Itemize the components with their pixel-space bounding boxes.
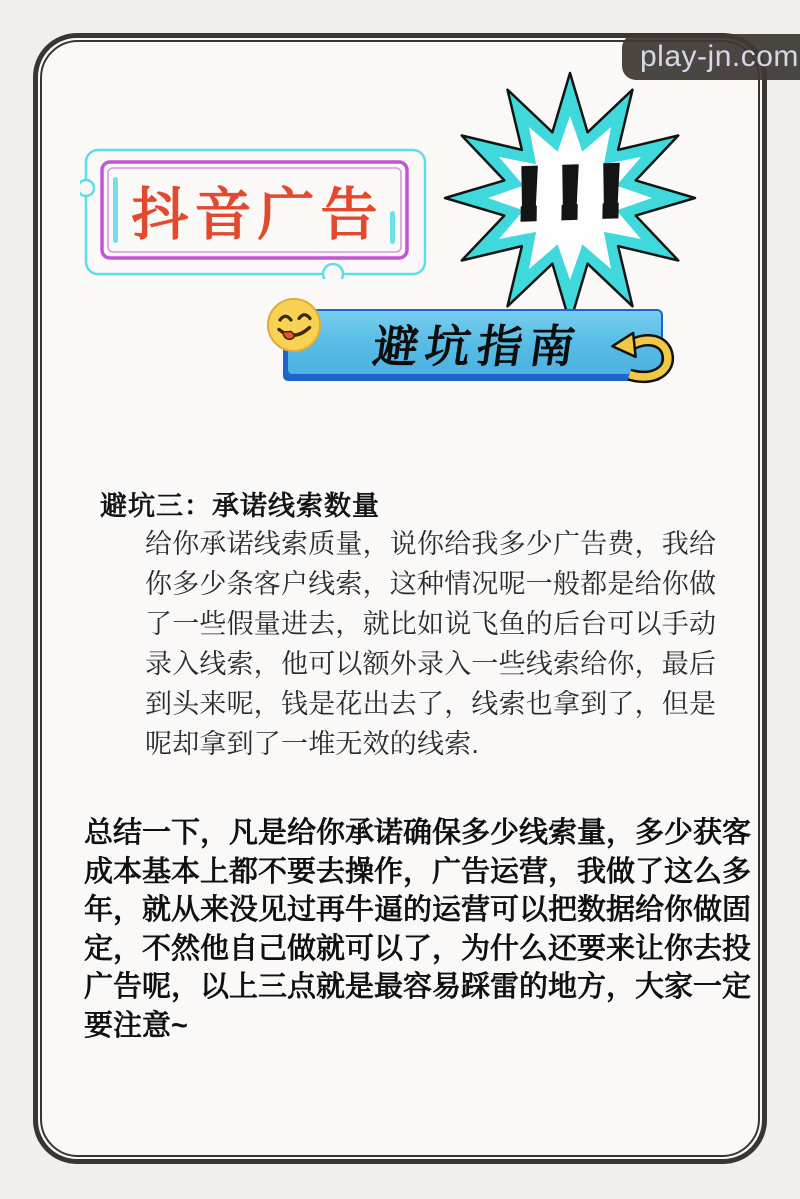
summary-text: 总结一下，凡是给你承诺确保多少线索量，多少获客成本基本上都不要去操作，广告运营，我做了这么多年，就从来没见过再牛逼的运营可以把数据给你做固定，不然他自己做就可以了，为什么还要来让你去投广告呢，以上三点就是最容易踩雷的地方，大家一定要注意~ [84, 817, 752, 1042]
guide-banner [286, 309, 663, 376]
curved-arrow-icon [607, 326, 681, 395]
tongue-out-emoji-icon [265, 296, 323, 354]
tip-heading: 避坑三：承诺线索数量 [100, 491, 380, 521]
title-badge: 抖音广告 [131, 183, 384, 247]
alert-burst [440, 68, 700, 328]
tip-body: 给你承诺线索质量，说你给我多少广告费，我给你多少条客户线索，这种情况呢一般都是给你做了一些假量进去，就比如说飞鱼的后台可以手动录入线索，他可以额外录入一些线索给你，最后到头来呢，钱是花出去了，线索也拿到了，但是呢却拿到了一堆无效的线索. [145, 529, 717, 759]
title-frame [80, 145, 430, 279]
watermark-text: play-jn.com [640, 40, 799, 73]
watermark-badge [622, 34, 800, 80]
alert-marks: !!! [516, 150, 641, 235]
guide-banner-label: 避坑指南 [369, 321, 586, 372]
